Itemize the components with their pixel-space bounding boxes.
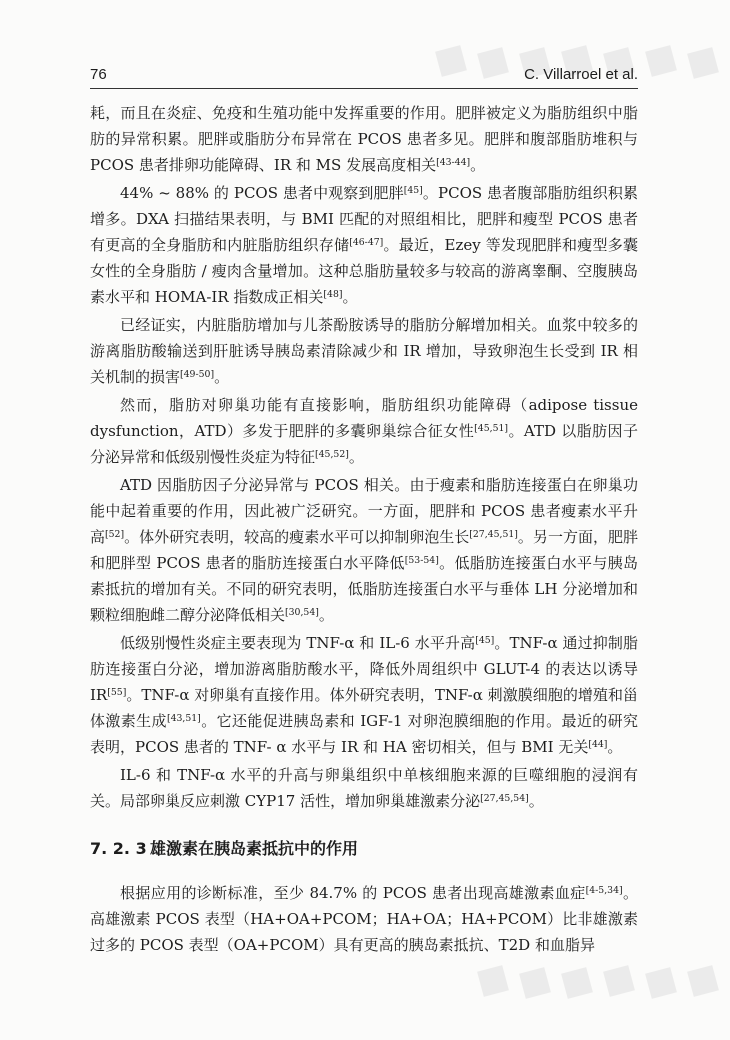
citation: [4-5,34] bbox=[585, 884, 623, 896]
paragraph: ATD 因脂肪因子分泌异常与 PCOS 相关。由于瘦素和脂肪连接蛋白在卵巢功能中起着重要的作用，因此被广泛研究。一方面，肥胖和 PCOS 患者瘦素水平升高[52]。体外研究表明，较高的瘦素水平可以抑制卵泡生长[27,45,51]。另一方面，肥胖和肥胖型 PCOS 患者的脂肪连接蛋白水平降低[53-54]。低脂肪连接蛋白水平与胰岛素抵抗的增加有关。不同的研究表明，低脂肪连接蛋白水平与垂体 LH 分泌增加和颗粒细胞雌二醇分泌降低相关[30,54]。 bbox=[90, 476, 638, 624]
paragraph: IL-6 和 TNF-α 水平的升高与卵巢组织中单核细胞来源的巨噬细胞的浸润有关。局部卵巢反应刺激 CYP17 活性，增加卵巢雄激素分泌[27,45,54]。 bbox=[90, 766, 638, 810]
citation: [45,52] bbox=[315, 448, 349, 460]
paragraph: 44% ~ 88% 的 PCOS 患者中观察到肥胖[45]。PCOS 患者腹部脂肪组织积累增多。DXA 扫描结果表明，与 BMI 匹配的对照组相比，肥胖和瘦型 PCOS 患者有更高的全身脂肪和内脏脂肪组织存储[46-47]。最近，Ezey 等发现肥胖和瘦型多囊女性的全身脂肪 / 瘦肉含量增加。这种总脂肪量较多与较高的游离睾酮、空腹胰岛素水平和 HOMA-IR 指数成正相关[48]。 bbox=[90, 184, 638, 306]
page-number: 76 bbox=[90, 66, 107, 83]
citation: [43,51] bbox=[166, 712, 201, 724]
running-author: C. Villarroel et al. bbox=[524, 66, 638, 83]
section-title: 雄激素在胰岛素抵抗中的作用 bbox=[150, 839, 359, 858]
paragraph: 耗，而且在炎症、免疫和生殖功能中发挥重要的作用。肥胖被定义为脂肪组织中脂肪的异常积累。肥胖或脂肪分布异常在 PCOS 患者多见。肥胖和腹部脂肪堆积与 PCOS 患者排卵功能障碍、IR 和 MS 发展高度相关[43-44]。 bbox=[90, 104, 638, 174]
citation: [52] bbox=[105, 528, 125, 540]
citation: [45,51] bbox=[474, 422, 509, 434]
body-text bbox=[90, 100, 638, 960]
paragraph: 根据应用的诊断标准，至少 84.7% 的 PCOS 患者出现高雄激素血症[4-5,34]。高雄激素 PCOS 表型（HA+OA+PCOM；HA+OA；HA+PCOM）比非雄激素过多的 PCOS 表型（OA+PCOM）具有更高的胰岛素抵抗、T2D 和血脂异 bbox=[90, 884, 638, 954]
section-number: 7. 2. 3 bbox=[90, 839, 147, 858]
citation: [44] bbox=[588, 738, 608, 750]
running-header bbox=[90, 64, 638, 89]
citation: [45] bbox=[475, 634, 495, 646]
section-heading bbox=[90, 836, 638, 862]
citation: [43-44] bbox=[436, 156, 471, 168]
citation: [27,45,51] bbox=[469, 528, 518, 540]
citation: [48] bbox=[323, 288, 343, 300]
citation: [49-50] bbox=[180, 368, 215, 380]
paragraph: 低级别慢性炎症主要表现为 TNF-α 和 IL-6 水平升高[45]。TNF-α 通过抑制脂肪连接蛋白分泌，增加游离脂肪酸水平，降低外周组织中 GLUT-4 的表达以诱导 IR[55]。TNF-α 对卵巢有直接作用。体外研究表明，TNF-α 刺激膜细胞的增殖和甾体激素生成[43,51]。它还能促进胰岛素和 IGF-1 对卵泡膜细胞的作用。最近的研究表明，PCOS 患者的 TNF- α 水平与 IR 和 HA 密切相关，但与 BMI 无关[44]。 bbox=[90, 634, 638, 756]
publisher-watermark-bottom bbox=[470, 960, 730, 1006]
citation: [55] bbox=[107, 686, 127, 698]
citation: [45] bbox=[403, 184, 423, 196]
paragraph: 已经证实，内脏脂肪增加与儿茶酚胺诱导的脂肪分解增加相关。血浆中较多的游离脂肪酸输送到肝脏诱导胰岛素清除减少和 IR 增加，导致卵泡生长受到 IR 相关机制的损害[49-50]。 bbox=[90, 316, 638, 386]
citation: [46-47] bbox=[349, 236, 384, 248]
citation: [53-54] bbox=[404, 554, 439, 566]
paragraph: 然而，脂肪对卵巢功能有直接影响，脂肪组织功能障碍（adipose tissue dysfunction，ATD）多发于肥胖的多囊卵巢综合征女性[45,51]。ATD 以脂肪因子分泌异常和低级别慢性炎症为特征[45,52]。 bbox=[90, 396, 638, 466]
citation: [27,45,54] bbox=[480, 792, 529, 804]
citation: [30,54] bbox=[285, 606, 319, 618]
